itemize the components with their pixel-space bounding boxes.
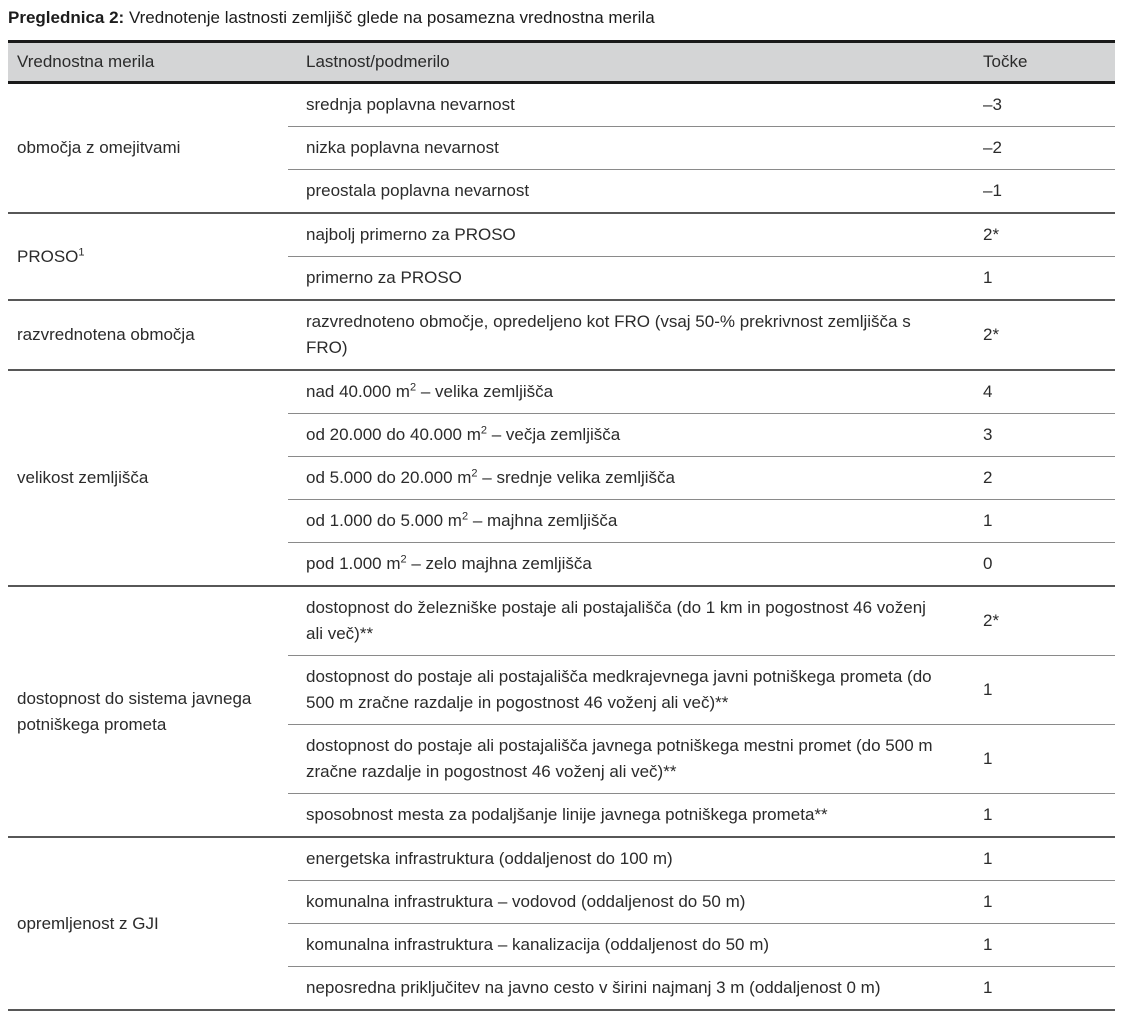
- table-row: [8, 83, 1115, 127]
- property-cell: primerno za PROSO: [288, 257, 966, 301]
- header-points: Točke: [966, 42, 1115, 83]
- property-cell: [288, 414, 966, 457]
- table-row: [8, 370, 1115, 414]
- property-label-suffix: – srednje velika zemljišča: [477, 468, 676, 487]
- points-cell: –1: [966, 170, 1115, 214]
- table-caption-text: Vrednotenje lastnosti zemljišč glede na posamezna vrednostna merila: [124, 8, 655, 27]
- property-cell: najbolj primerno za PROSO: [288, 213, 966, 257]
- property-label: nad 40.000 m: [306, 382, 410, 401]
- property-cell: energetska infrastruktura (oddaljenost do 100 m): [288, 837, 966, 881]
- property-cell: komunalna infrastruktura – kanalizacija (oddaljenost do 50 m): [288, 924, 966, 967]
- property-cell: [288, 500, 966, 543]
- property-label-suffix: – velika zemljišča: [416, 382, 554, 401]
- criteria-cell-razvrednotena: [8, 300, 288, 370]
- header-row: [8, 42, 1115, 83]
- points-cell: 1: [966, 837, 1115, 881]
- points-cell: 2: [966, 457, 1115, 500]
- points-cell: 2*: [966, 213, 1115, 257]
- criteria-cell-omejitve: [8, 83, 288, 214]
- table-caption: [8, 6, 1115, 30]
- points-cell: 1: [966, 881, 1115, 924]
- property-cell: [288, 457, 966, 500]
- property-cell: [288, 370, 966, 414]
- points-cell: 1: [966, 500, 1115, 543]
- property-cell: [288, 543, 966, 587]
- criteria-cell-gji: [8, 837, 288, 1010]
- property-cell: komunalna infrastruktura – vodovod (oddaljenost do 50 m): [288, 881, 966, 924]
- criteria-label: razvrednotena območja: [17, 325, 195, 344]
- property-cell: dostopnost do železniške postaje ali postajališča (do 1 km in pogostnost 46 voženj ali več)**: [288, 586, 966, 656]
- criteria-cell-dostopnost: [8, 586, 288, 837]
- table-row: [8, 837, 1115, 881]
- points-cell: 1: [966, 725, 1115, 794]
- points-cell: 3: [966, 414, 1115, 457]
- property-label-suffix: – večja zemljišča: [487, 425, 621, 444]
- criteria-cell-proso: [8, 213, 288, 300]
- table-caption-number: Preglednica 2:: [8, 8, 125, 27]
- points-cell: 2*: [966, 586, 1115, 656]
- points-cell: 1: [966, 794, 1115, 838]
- property-label: od 1.000 do 5.000 m: [306, 511, 462, 530]
- property-label-suffix: – majhna zemljišča: [468, 511, 618, 530]
- criteria-label: opremljenost z GJI: [17, 913, 159, 933]
- valuation-criteria-table: [8, 40, 1115, 1011]
- property-label: pod 1.000 m: [306, 554, 401, 573]
- points-cell: 1: [966, 967, 1115, 1011]
- property-cell: neposredna priključitev na javno cesto v širini najmanj 3 m (oddaljenost 0 m): [288, 967, 966, 1011]
- property-cell: sposobnost mesta za podaljšanje linije javnega potniškega prometa**: [288, 794, 966, 838]
- property-label-suffix: – zelo majhna zemljišča: [406, 554, 592, 573]
- table-row: [8, 586, 1115, 656]
- points-cell: 4: [966, 370, 1115, 414]
- property-cell: dostopnost do postaje ali postajališča javnega potniškega mestni promet (do 500 m zračne razdalje in pogostnost 46 voženj ali več)**: [288, 725, 966, 794]
- criteria-label: PROSO: [17, 246, 79, 266]
- property-cell: nizka poplavna nevarnost: [288, 127, 966, 170]
- criteria-label: dostopnost do sistema javnega potniškega prometa: [17, 688, 252, 734]
- points-cell: 1: [966, 257, 1115, 301]
- points-cell: 1: [966, 656, 1115, 725]
- property-label: od 5.000 do 20.000 m: [306, 468, 472, 487]
- property-cell: razvrednoteno območje, opredeljeno kot FRO (vsaj 50-% prekrivnost zemljišča s FRO): [288, 300, 966, 370]
- superscript: 2: [461, 510, 469, 523]
- property-cell: srednja poplavna nevarnost: [288, 83, 966, 127]
- property-cell: preostala poplavna nevarnost: [288, 170, 966, 214]
- table-row: [8, 213, 1115, 257]
- superscript: 2: [409, 381, 417, 394]
- property-label: od 20.000 do 40.000 m: [306, 425, 481, 444]
- superscript: 2: [471, 467, 478, 480]
- points-cell: –2: [966, 127, 1115, 170]
- criteria-label: velikost zemljišča: [17, 468, 149, 487]
- criteria-footnote-marker: 1: [78, 245, 85, 258]
- header-property: Lastnost/podmerilo: [288, 42, 966, 83]
- criteria-cell-velikost: [8, 370, 288, 586]
- table-row: [8, 300, 1115, 370]
- points-cell: 1: [966, 924, 1115, 967]
- header-criteria: Vrednostna merila: [8, 42, 288, 83]
- points-cell: 2*: [966, 300, 1115, 370]
- superscript: 2: [480, 424, 487, 437]
- points-cell: 0: [966, 543, 1115, 587]
- points-cell: –3: [966, 83, 1115, 127]
- property-cell: dostopnost do postaje ali postajališča medkrajevnega javni potniškega prometa (do 500 m zračne razdalje in pogostnost 46 voženj ali več)**: [288, 656, 966, 725]
- criteria-label: območja z omejitvami: [17, 138, 181, 157]
- superscript: 2: [400, 553, 407, 566]
